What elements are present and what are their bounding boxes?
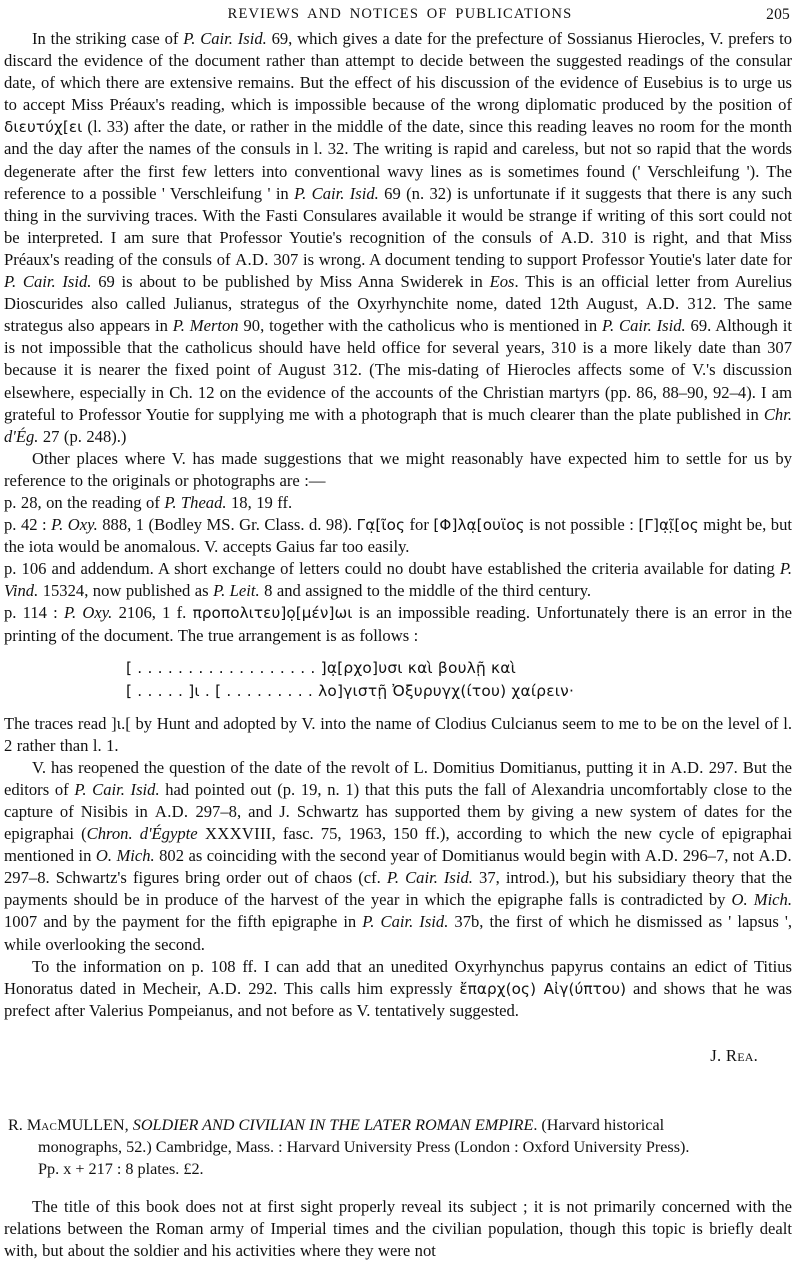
paragraph-p8-smallcaps: XXXVIII [197, 824, 272, 844]
paragraph-p8-citation: O. Mich. [95, 846, 155, 866]
paragraph-p6-text: p. 114 : [4, 603, 65, 623]
review-1-paragraphs-continued [4, 713, 792, 1022]
paragraph-p1-citation: P. Cair. Isid. [183, 29, 267, 48]
greek-quote-line-1: [ . . . . . . . . . . . . . . . . . . ]α̣[ρχο]υσι καὶ βουλῇ καὶ [126, 658, 517, 677]
paragraph-r2p1-text: The title of this book does not at first sight properly reveal its subject ; it is not primarily concerned with the relations between the Roman army of Imperial times and the civilian population, though this topic is briefly dealt with, but about the soldier and his activities where they were not [4, 1196, 792, 1260]
paragraph-p8-text: 297–8. Schwartz's figures bring order out of chaos (cf. [4, 868, 387, 888]
signature-initial: J. [710, 1045, 726, 1065]
paragraph-p8-citation: P. Cair. Isid. [362, 912, 449, 932]
paragraph-p1-text: 90, together with the catholicus who is mentioned in [238, 316, 602, 336]
spacer [4, 1066, 792, 1114]
paragraph-p4-greek: [Φ]λα̣[ουϊος [433, 516, 525, 535]
review-2-heading-text: . (Harvard historical [533, 1115, 665, 1134]
paragraph-p9-text: To the information on p. 108 ff. I can add that an unedited Oxyrhynchus papyrus contains an edict of Titius Honoratus dated in Mecheir, [4, 956, 792, 998]
paragraph-p5-text: 15324, now published as [38, 581, 214, 601]
spacer [4, 1022, 792, 1046]
paragraph-p9-text: and shows that he was prefect after Valerius Pompeianus, and not before as V. tentatively suggested. [4, 978, 793, 1020]
running-head-title: REVIEWS AND NOTICES OF PUBLICATIONS [227, 6, 573, 22]
paragraph-p8-text: 296–7, not [678, 846, 759, 866]
paragraph-p1-citation: P. Cair. Isid. [602, 316, 686, 336]
paragraph-p8-text: 37, introd.), but his subsidiary theory that the payments should be in produce of the harvest of the year in which the epigraphe falls is contradicted by [4, 868, 792, 910]
paragraph-p9-text: 292. This calls him expressly [241, 978, 460, 998]
paragraph-p1-text: 69 (n. 32) is unfortunate if it suggests that there is any such thing in the surviving traces. With the Fasti Consulares available it would be strange if writing of this sort could not be interpreted. I am sure that Professor Youtie's recognition of the consuls of [4, 183, 792, 247]
review-2-paragraphs [4, 1196, 792, 1262]
paragraph-p2 [4, 448, 792, 492]
paragraph-p1-text: In the striking case of [32, 29, 184, 48]
paragraph-p7-text: The traces read ]ι.[ by Hunt and adopted by V. into the name of Clodius Culcianus seem to me to be on the level of l. 2 rather than l. 1. [4, 713, 792, 755]
paragraph-p1-text: 312. The same strategus also appears in [4, 294, 792, 336]
paragraph-p5-text: p. 106 and addendum. A short exchange of letters could no doubt have established the criteria available for dating [4, 559, 780, 579]
review-2-heading-line-1 [8, 1114, 784, 1136]
paragraph-p1-text: 307 is wrong. A document tending to support Professor Youtie's later date for [268, 249, 792, 269]
paragraph-p8-citation: Chron. d'Égypte [86, 824, 198, 844]
spacer [4, 703, 792, 713]
review-2-heading-smallcaps: ac [41, 1115, 58, 1134]
paragraph-p5-citation: P. Vind. [4, 559, 792, 601]
reviewer-name [710, 1046, 758, 1065]
paragraph-p2-text: Other places where V. has made suggestions that we might reasonably have expected him to settle for us by reference to the originals or photographs are :— [4, 448, 792, 490]
paragraph-p3-text: p. 28, on the reading of [4, 492, 165, 512]
review-2-heading-citation: SOLDIER AND CIVILIAN IN THE LATER ROMAN EMPIRE [132, 1115, 534, 1134]
paragraph-p3 [4, 492, 792, 514]
paragraph-p4-text: p. 42 : [4, 515, 52, 535]
paragraph-p8-text: had pointed out (p. 19, n. 1) that this puts the fall of Alexandria uncomfortably close to the capture of Nisibis in [4, 779, 792, 821]
paragraph-p4-greek: [Γ]α̣ῖ̣[ος [638, 516, 699, 535]
paragraph-p4-greek: Γα̣[ῖος [356, 516, 406, 535]
paragraph-p4-text: for [405, 515, 434, 535]
paragraph-p8-text: 1007 and by the payment for the fifth epigraphe in [4, 912, 363, 932]
review-2-heading-line-2: monographs, 52.) Cambridge, Mass. : Harvard University Press (London : Oxford University Press). [38, 1138, 690, 1157]
paragraph-p8-citation: P. Cair. Isid. [386, 868, 473, 888]
journal-page [0, 6, 800, 1260]
reviewer-signature [4, 1046, 758, 1066]
paragraph-p1-text: . This is an official letter from Aurelius Dioscurides also called Julianus, strategus of the Oxyrhynchite nome, dated 12th August, [4, 272, 792, 314]
paragraph-p6-text: is an impossible reading. Unfortunately there is an error in the printing of the document. The true arrangement is as follows : [4, 603, 792, 645]
paragraph-p1-text: 310 is right, and that Miss Préaux's reading of the consuls of [4, 227, 792, 269]
greek-quote-line-2: [ . . . . . ]ι . [ . . . . . . . . . λο]γιστῇ Ὀξυρυγχ(ίτου) χαίρειν· [126, 681, 575, 700]
paragraph-p4-text: 888, 1 (Bodley MS. Gr. Class. d. 98). [97, 515, 357, 535]
paragraph-p3-text: 18, 19 ff. [226, 492, 293, 512]
running-head [8, 6, 792, 28]
review-1-paragraphs [4, 28, 792, 647]
paragraph-p1-greek: διευτύχ[ει [4, 118, 83, 137]
greek-quotation-block [4, 657, 792, 703]
paragraph-p4 [4, 514, 792, 558]
paragraph-p8-citation: P. Cair. Isid. [74, 779, 160, 799]
paragraph-p1-citation: Chr. d'Ég. [4, 404, 792, 446]
paragraph-p8-smallcaps: A.D. [670, 757, 704, 777]
paragraph-p6-text: 2106, 1 f. [112, 603, 193, 623]
paragraph-p5-text: 8 and assigned to the middle of the third century. [259, 581, 592, 601]
paragraph-p1-citation: Eos [489, 272, 515, 292]
paragraph-p4-text: might be, but the iota would be anomalous. V. accepts Gaius far too easily. [4, 515, 792, 557]
paragraph-p3-citation: P. Thead. [164, 492, 227, 512]
review-2-heading-text: R. M [8, 1115, 42, 1134]
paragraph-p8-smallcaps: A.D. [758, 846, 792, 866]
paragraph-p9-greek: ἔπαρχ(ος) Αἰγ(ύπτου) [459, 979, 627, 998]
paragraph-r2p1 [4, 1196, 792, 1262]
paragraph-p4-citation: P. Oxy. [51, 515, 98, 535]
paragraph-p6-greek: προπολιτευ]ο̣[μέν]ωι [192, 604, 353, 623]
paragraph-p8-text: , fasc. 75, 1963, 150 ff.), according to which the new cycle of epigraphai mentioned in [4, 824, 792, 866]
paragraph-p8-smallcaps: A.D. [154, 802, 189, 821]
review-2-heading [8, 1114, 784, 1181]
paragraph-p1-text: 27 (p. 248).) [38, 426, 127, 446]
spacer [4, 647, 792, 657]
paragraph-p4-text: is not possible : [524, 515, 639, 535]
paragraph-p1-smallcaps: A.D. [560, 227, 595, 247]
paragraph-p8-text: 37b, the first of which he dismissed as ' lapsus ', while overlooking the second. [4, 912, 793, 954]
paragraph-p8-smallcaps: A.D. [644, 846, 679, 866]
paragraph-p8-citation: O. Mich. [731, 890, 792, 910]
paragraph-p8-text: V. has reopened the question of the date of the revolt of L. Domitius Domitianus, putting it in [32, 757, 671, 777]
paragraph-p9 [4, 956, 792, 1022]
paragraph-p5-citation: P. Leit. [213, 581, 260, 601]
paragraph-p1 [4, 28, 792, 448]
spacer [4, 1181, 792, 1196]
paragraph-p1-citation: P. Cair. Isid. [294, 183, 379, 203]
review-2-heading-line-3: Pp. x + 217 : 8 plates. £2. [38, 1160, 204, 1179]
paragraph-p1-text: 69. Although it is not impossible that the catholicus should have held office for several years, 310 is a more likely date than 307 because it is nearer the fixed point of August 312. (The mis-dating of Hierocles affects some of V.'s discussion elsewhere, especially in Ch. 12 on the evidence of the accounts of the Christian martyrs (pp. 86, 88–90, 92–4). I am grateful to Professor Youtie for supplying me with a photograph that is much clearer than the plate published in [4, 316, 792, 424]
paragraph-p6-citation: P. Oxy. [64, 603, 113, 623]
paragraph-p6 [4, 602, 792, 646]
paragraph-p5 [4, 558, 792, 602]
paragraph-p1-text: 69, which gives a date for the prefecture of Sossianus Hierocles, V. prefers to discard the evidence of the document rather than attempt to decide between the suggested readings of the consular date, of which there are extensive remains. But the effect of his discussion of the evidence of Eusebius is to urge us to accept Miss Préaux's reading, which is impossible because of the wrong diplomatic produced by the position of [4, 29, 792, 115]
page-number: 205 [766, 6, 790, 23]
paragraph-p1-text: (l. 33) after the date, or rather in the middle of the date, since this reading leaves no room for the month and the day after the names of the consuls in l. 32. The writing is rapid and careless, but not so rapid that the words degenerate after the first few letters into conventional wavy lines as is sometimes found (' Verschleifung '). The reference to a possible ' Verschleifung ' in [4, 117, 792, 203]
paragraph-p1-citation: P. Cair. Isid. [4, 272, 92, 292]
paragraph-p8 [4, 757, 792, 956]
signature-surname-rest: ea. [737, 1045, 758, 1065]
paragraph-p1-smallcaps: A.D. [645, 294, 680, 314]
review-2-heading-text: MULLEN, [57, 1115, 133, 1134]
paragraph-p8-text: 297. But the editors of [4, 757, 792, 799]
paragraph-p1-text: 69 is about to be published by Miss Anna Swiderek in [91, 272, 490, 292]
paragraph-p7 [4, 713, 792, 757]
signature-surname-cap: R [725, 1045, 738, 1065]
paragraph-p1-smallcaps: A.D. [235, 249, 269, 269]
paragraph-p8-text: 297–8, and J. Schwartz has supported them by giving a new system of dates for the epigraphai ( [4, 802, 792, 844]
paragraph-p9-smallcaps: A.D. [207, 978, 242, 998]
article-body [4, 28, 792, 1262]
paragraph-p8-text: 802 as coinciding with the second year of Domitianus would begin with [154, 846, 645, 866]
paragraph-p1-citation: P. Merton [172, 316, 239, 336]
